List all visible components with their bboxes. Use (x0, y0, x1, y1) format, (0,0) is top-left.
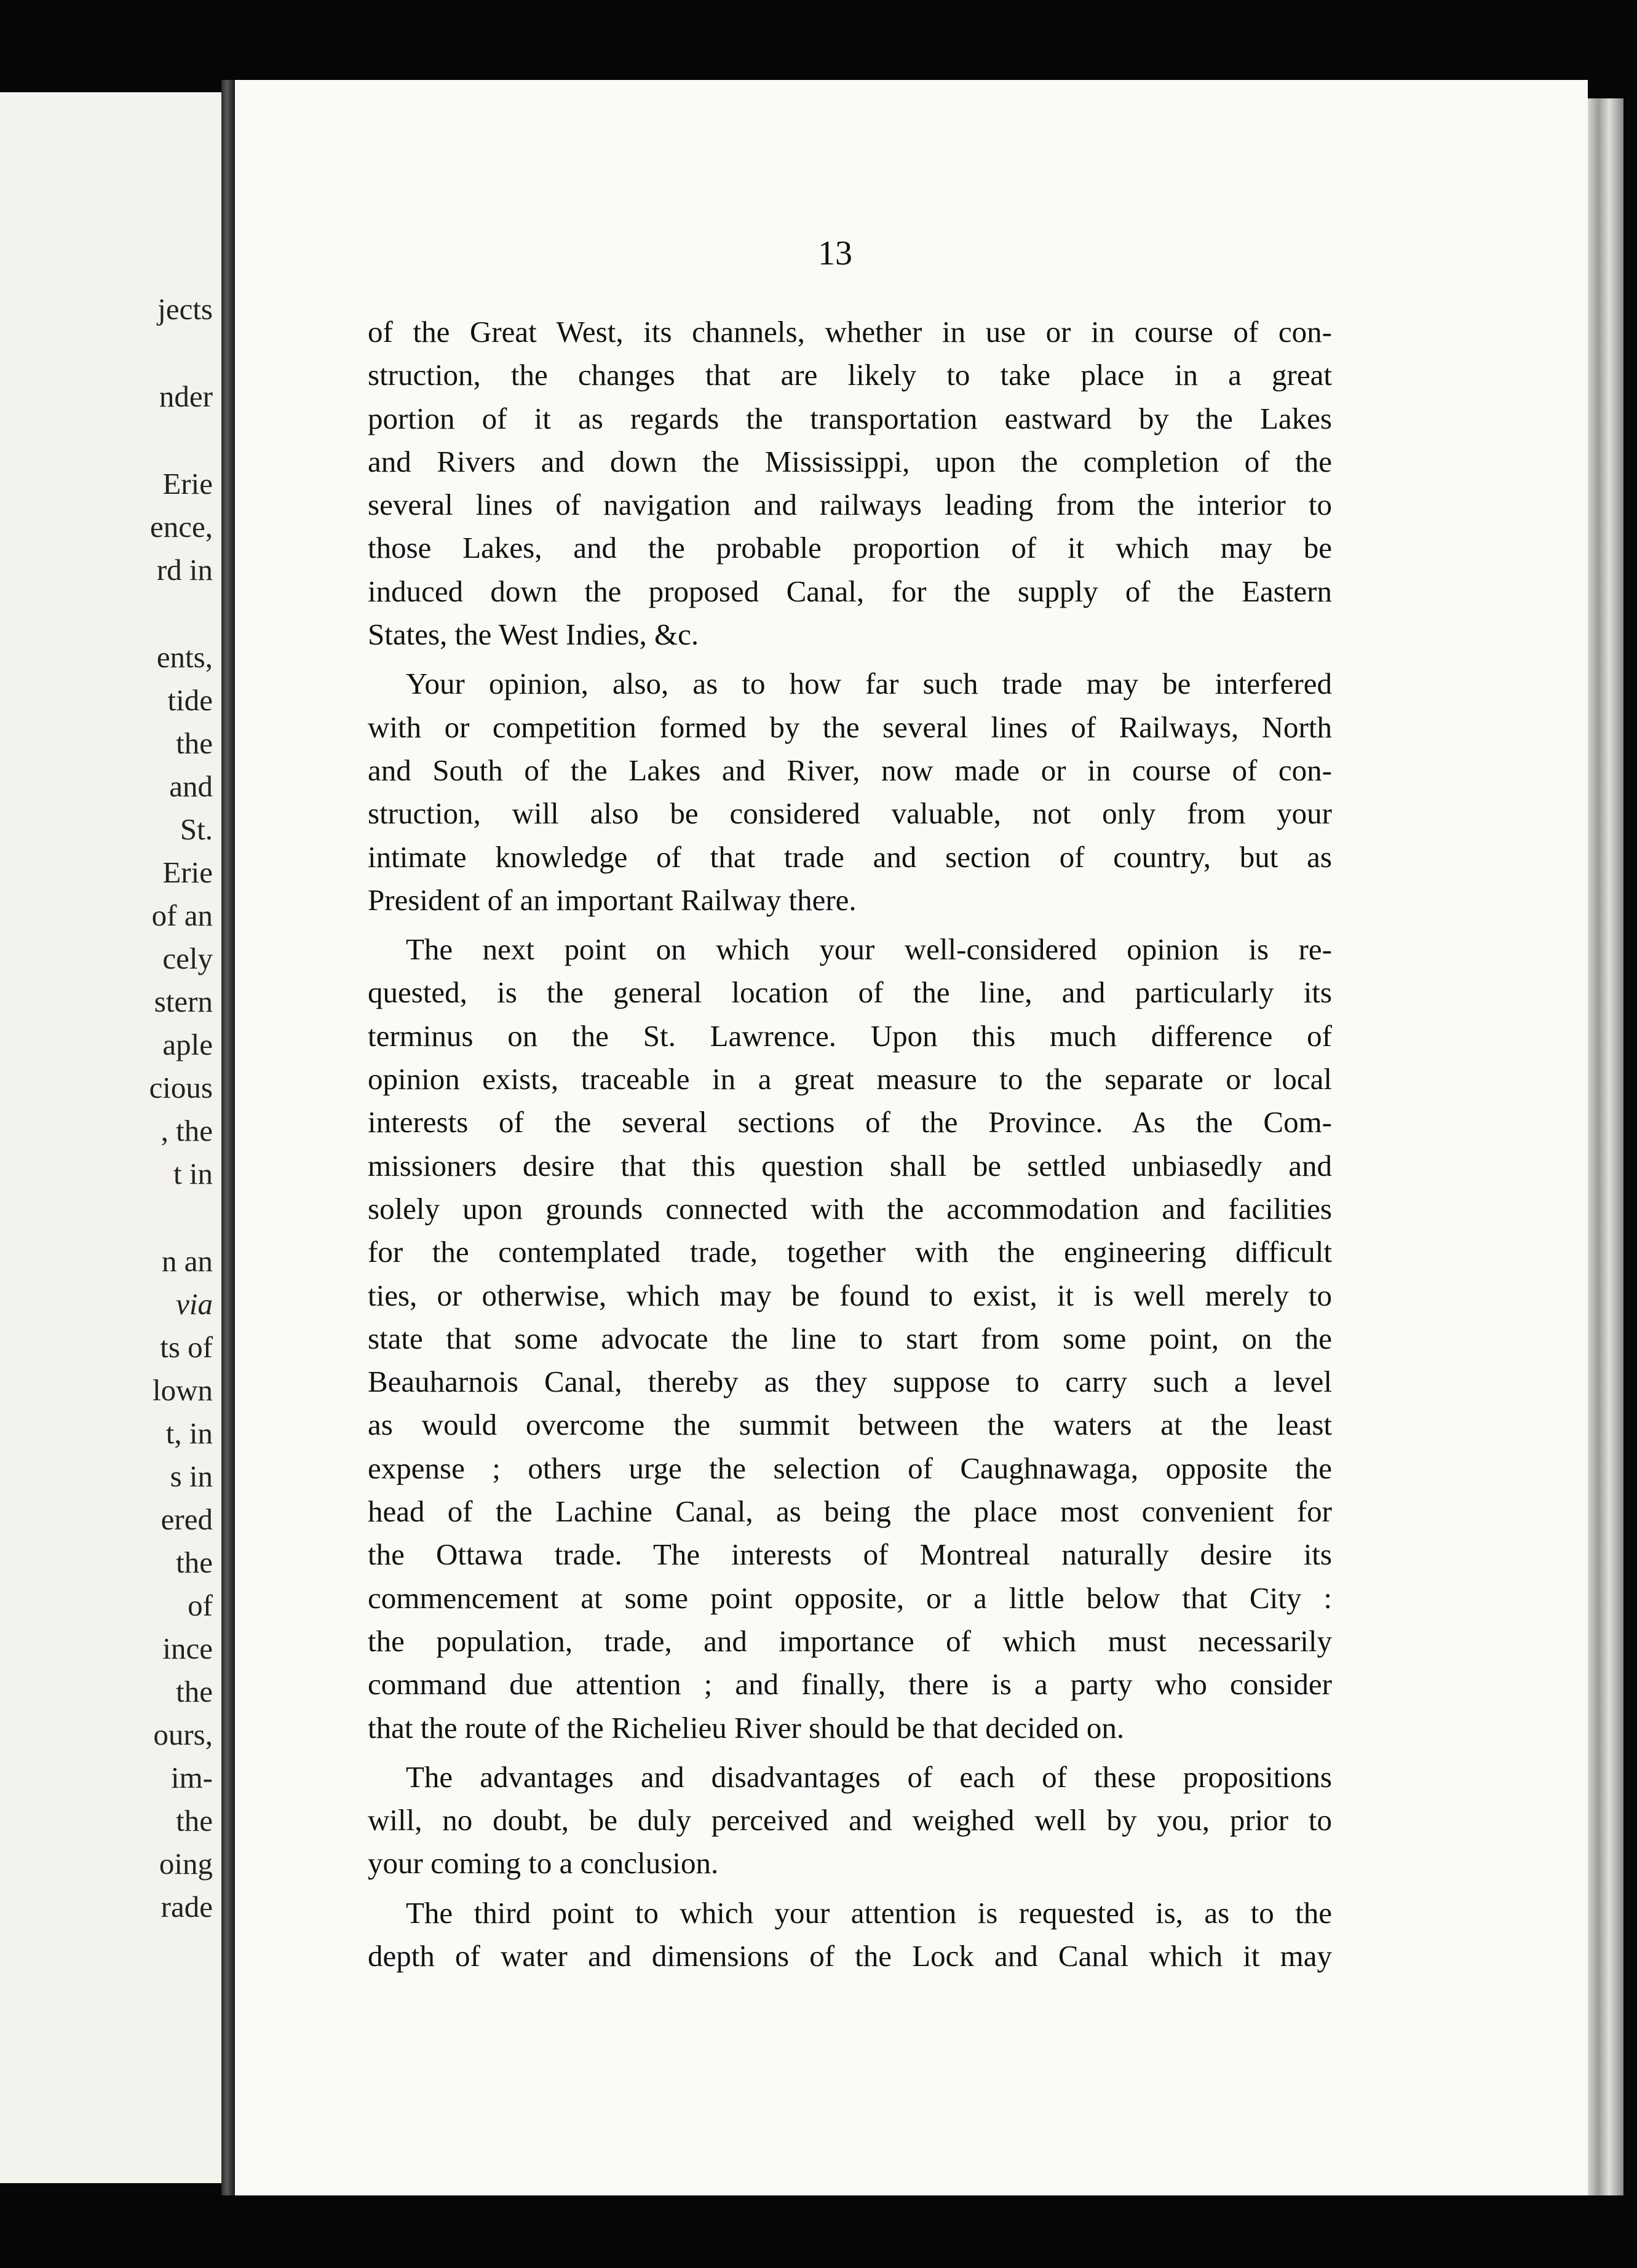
paragraph (368, 1756, 1332, 1885)
paragraph (368, 1892, 1332, 1978)
left-page-fragment: St. (180, 812, 213, 846)
text-line: for the contemplated trade, together with the engineering difficult (368, 1235, 1332, 1269)
text-line: portion of it as regards the transportation eastward by the Lakes (368, 401, 1332, 435)
paragraph (368, 311, 1332, 656)
text-line: will, no doubt, be duly perceived and weighed well by you, prior to (368, 1803, 1332, 1838)
paragraph (368, 928, 1332, 1750)
text-line: ties, or otherwise, which may be found to exist, it is well merely to (368, 1278, 1332, 1312)
text-line: struction, will also be considered valuable, not only from your (368, 796, 1332, 831)
left-page-fragment: via (176, 1287, 213, 1321)
text-line: induced down the proposed Canal, for the supply of the Eastern (368, 574, 1332, 608)
text-line: and Rivers and down the Mississippi, upon the completion of the (368, 444, 1332, 478)
text-line: that the route of the Richelieu River should be that decided on. (368, 1710, 1125, 1745)
text-line: quested, is the general location of the line, and particularly its (368, 975, 1332, 1010)
left-page-fragment: lown (153, 1373, 213, 1407)
text-line: terminus on the St. Lawrence. Upon this much difference of (368, 1018, 1332, 1053)
left-page-fragment: rade (161, 1890, 213, 1924)
text-line: as would overcome the summit between the waters at the least (368, 1408, 1332, 1442)
left-page-fragment: ents, (156, 640, 213, 674)
text-line: the Ottawa trade. The interests of Montreal naturally desire its (368, 1537, 1332, 1572)
left-page-fragment: the (176, 726, 213, 760)
text-line: intimate knowledge of that trade and section of country, but as (368, 839, 1332, 874)
left-page-fragment: of (188, 1588, 213, 1622)
left-page-fragment: Erie (162, 467, 213, 501)
left-page-fragment: stern (154, 985, 213, 1018)
text-line: state that some advocate the line to start from some point, on the (368, 1321, 1332, 1355)
left-page-fragment: ered (161, 1502, 213, 1536)
text-line: the population, trade, and importance of which must necessarily (368, 1624, 1332, 1658)
left-page-fragment: oing (159, 1847, 213, 1881)
left-page-fragment: ours, (153, 1718, 213, 1751)
text-line: and South of the Lakes and River, now made or in course of con- (368, 753, 1332, 787)
text-line: command due attention ; and finally, there is a party who consider (368, 1667, 1332, 1702)
left-page-fragment: ence, (150, 510, 213, 544)
left-page-fragment: rd in (156, 553, 213, 587)
book-gutter (221, 80, 235, 2195)
left-page-fragment: tide (167, 683, 213, 717)
text-line: The third point to which your attention is requested is, as to the (406, 1895, 1332, 1930)
text-line: those Lakes, and the probable proportion of it which may be (368, 531, 1332, 565)
left-page-fragment: cely (162, 942, 213, 975)
text-line: solely upon grounds connected with the accommodation and facilities (368, 1191, 1332, 1226)
text-line: your coming to a conclusion. (368, 1846, 719, 1881)
left-page-fragment: Erie (162, 855, 213, 889)
text-line: struction, the changes that are likely to take place in a great (368, 358, 1332, 392)
left-page-fragment: t in (173, 1157, 213, 1191)
text-line: opinion exists, traceable in a great measure to the separate or local (368, 1062, 1332, 1096)
text-line: head of the Lachine Canal, as being the place most convenient for (368, 1494, 1332, 1529)
left-page-fragment: the (176, 1675, 213, 1708)
text-line: several lines of navigation and railways leading from the interior to (368, 488, 1332, 522)
left-page-fragment: aple (162, 1028, 213, 1061)
text-line: Beauharnois Canal, thereby as they suppose to carry such a level (368, 1365, 1332, 1399)
text-line: depth of water and dimensions of the Lock and Canal which it may (368, 1938, 1332, 1973)
text-line: of the Great West, its channels, whether in use or in course of con- (368, 315, 1332, 349)
left-page-fragment: nder (159, 379, 213, 413)
left-page-fragment: n an (162, 1244, 213, 1278)
left-page-fragment: s in (170, 1459, 213, 1493)
left-page-fragment: of an (151, 898, 213, 932)
text-line: Your opinion, also, as to how far such trade may be interfered (406, 667, 1332, 701)
text-line: The next point on which your well-considered opinion is re- (406, 932, 1332, 967)
body-text (368, 311, 1332, 1978)
page-edge (1588, 98, 1623, 2195)
left-page-fragment: jects (157, 292, 213, 326)
text-line: States, the West Indies, &c. (368, 617, 699, 652)
text-line: expense ; others urge the selection of Caughnawaga, opposite the (368, 1451, 1332, 1485)
paragraph (368, 662, 1332, 922)
left-page-fragment: ince (162, 1632, 213, 1665)
left-page-fragment: im- (170, 1761, 213, 1794)
text-line: interests of the several sections of the Province. As the Com- (368, 1105, 1332, 1140)
left-page-fragment: and (169, 769, 213, 803)
left-page-margin (0, 92, 221, 2183)
left-page-fragment: , the (161, 1114, 213, 1148)
text-line: with or competition formed by the several lines of Railways, North (368, 710, 1332, 744)
left-page-fragment: the (176, 1545, 213, 1579)
left-page-fragment: the (176, 1804, 213, 1838)
text-line: commencement at some point opposite, or a little below that City : (368, 1580, 1332, 1615)
text-line: The advantages and disadvantages of each of these propositions (406, 1759, 1332, 1794)
text-line: President of an important Railway there. (368, 882, 857, 917)
left-page-fragment: cious (149, 1071, 213, 1104)
left-page-fragment: ts of (160, 1330, 213, 1364)
left-page-fragment: t, in (165, 1416, 213, 1450)
text-line: missioners desire that this question shall be settled unbiasedly and (368, 1148, 1332, 1183)
page-number: 13 (818, 234, 852, 272)
